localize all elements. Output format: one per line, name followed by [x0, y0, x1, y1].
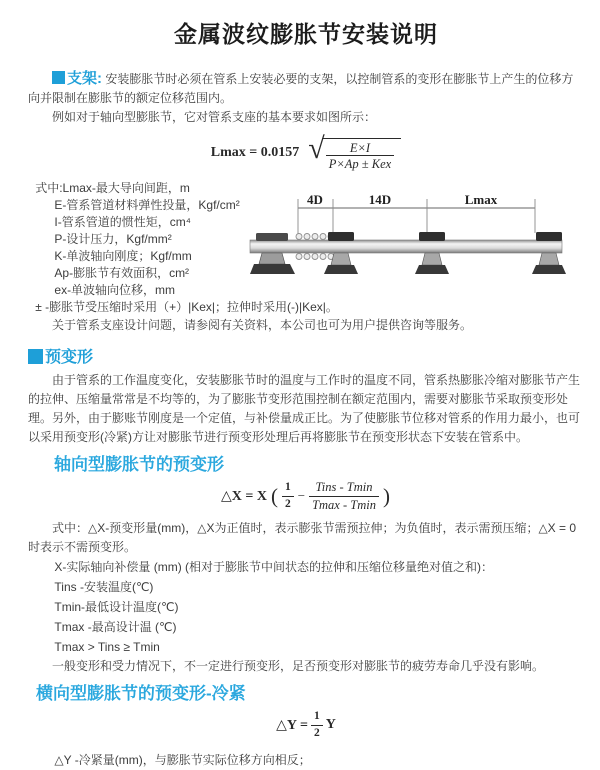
axial-note: Tmax > Tins ≥ Tmin — [54, 640, 160, 654]
lateral-note: △Y -冷紧量(mm)，与膨胀节实际位移方向相反； — [54, 753, 311, 767]
close-paren: ) — [382, 483, 390, 508]
fraction-numerator: E×I — [349, 140, 371, 155]
fixed-anchor — [250, 233, 295, 274]
minus-sign: − — [297, 488, 306, 503]
definition-line: P-设计压力，Kgf/mm² — [54, 232, 172, 246]
radicand — [322, 138, 402, 172]
formula-delta-x — [28, 478, 584, 514]
radical-sign: √ — [308, 131, 325, 165]
page-title: 金属波纹膨胀节安装说明 — [174, 21, 438, 47]
axial-note: Tmin-最低设计温度(℃) — [54, 600, 179, 614]
temperature-fraction — [309, 480, 379, 512]
definition-line: K-单波轴向刚度；Kgf/mm — [54, 249, 192, 263]
fraction-numerator: 1 — [284, 481, 291, 494]
definition-line: I-管系管道的惯性矩，cm⁴ — [54, 215, 191, 229]
formula-delta-x-lhs: △X = X — [221, 488, 267, 504]
subsection-heading-lateral: 横向型膨胀节的预变形-冷紧 — [36, 684, 246, 703]
subsection-heading-axial: 轴向型膨胀节的预变形 — [54, 455, 224, 474]
fraction-denominator: Tmax - Tmin — [309, 496, 379, 512]
fraction-denominator: P×Ap ± Kex — [326, 155, 395, 171]
section-marker-icon — [28, 349, 43, 364]
definition-line: ex-单波轴向位移，mm — [54, 283, 176, 297]
one-half-fraction — [311, 710, 323, 739]
formula-lmax-lhs: Lmax = 0.0157 — [210, 145, 300, 160]
fraction-numerator: Tins - Tmin — [315, 480, 373, 495]
fraction-numerator: 1 — [313, 710, 320, 723]
formula-lmax — [28, 133, 584, 173]
dimension-label-4d: 4D — [307, 192, 323, 207]
fraction-denominator: 2 — [311, 725, 323, 740]
definition-line: ± -膨胀节受压缩时采用（+）|Kex|；拉伸时采用(-)|Kex|。 — [35, 300, 338, 314]
pipe-support-diagram — [250, 190, 595, 290]
section-heading-support: 支架: — [67, 70, 102, 87]
one-half-fraction — [282, 481, 294, 510]
dimension-label-14d: 14D — [368, 192, 392, 207]
support-intro-paragraph — [28, 69, 584, 108]
formula-delta-y — [28, 709, 584, 741]
pipe — [250, 240, 562, 253]
axial-note: X-实际轴向补偿量 (mm) (相对于膨胀节中间状态的拉伸和压缩位移量绝对值之和)： — [54, 560, 494, 574]
axial-note: 一般变形和受力情况下，不一定进行预变形，足否预变形对膨胀节的疲劳寿命几乎没有影响。 — [52, 659, 545, 673]
support-note: 关于管系支座设计问题，请参阅有关资料，本公司也可为用户提供咨询等服务。 — [52, 318, 473, 332]
square-root — [308, 131, 401, 172]
section-heading-predeform: 预变形 — [45, 349, 94, 366]
section-heading-predeform-row — [28, 348, 584, 368]
axial-note: Tins -安装温度(℃) — [54, 580, 154, 594]
axial-note: 式中：△X-预变形量(mm)，△X为正值时，表示膨张节需预拉伸；为负值时，表示需预压缩；△X = 0时表示不需预变形。 — [28, 521, 577, 554]
predeform-paragraph: 由于管系的工作温度变化，安装膨胀节时的温度与工作时的温度不同，管系热膨胀冷缩对膨胀节产生的拉伸、压缩量常常是不均等的，为了膨胀节变形范围控制在额定范围内，需要对膨胀节采取预变形处理。另外，由于膨账节刚度是一个定值，与补偿量成正比。为了使膨胀节位移对管系的作用力最小，也可以采用预变形(冷紧)方让对膨胀节进行预变形处理后再将膨胀节在预变形状态下安装在管系中。 — [28, 373, 581, 444]
fraction — [326, 141, 395, 172]
section-marker-icon — [52, 71, 65, 84]
support-example-line: 例如对于轴向型膨胀节，它对管系支座的基本要求如图所示： — [52, 110, 377, 124]
definition-line: E-管系管道材料弹性投量，Kgf/cm² — [54, 198, 240, 212]
support-intro-text: 安装膨胀节时必须在管系上安装必要的支架，以控制管系的变形在膨胀节上产生的位移方向并限制在膨胀节的额定位移范围内。 — [28, 72, 574, 105]
formula-delta-y-rhs: Y — [325, 717, 336, 732]
axial-note: Tmax -最高设计温 (℃) — [54, 620, 177, 634]
definition-line: 式中:Lmax-最大导向间距，m — [35, 181, 190, 195]
definition-line: Ap-膨胀节有效面积，cm² — [54, 266, 190, 280]
open-paren: ( — [270, 483, 278, 508]
formula-delta-y-lhs: △Y = — [276, 717, 308, 733]
dimension-label-lmax: Lmax — [464, 192, 498, 207]
fraction-denominator: 2 — [282, 496, 294, 511]
